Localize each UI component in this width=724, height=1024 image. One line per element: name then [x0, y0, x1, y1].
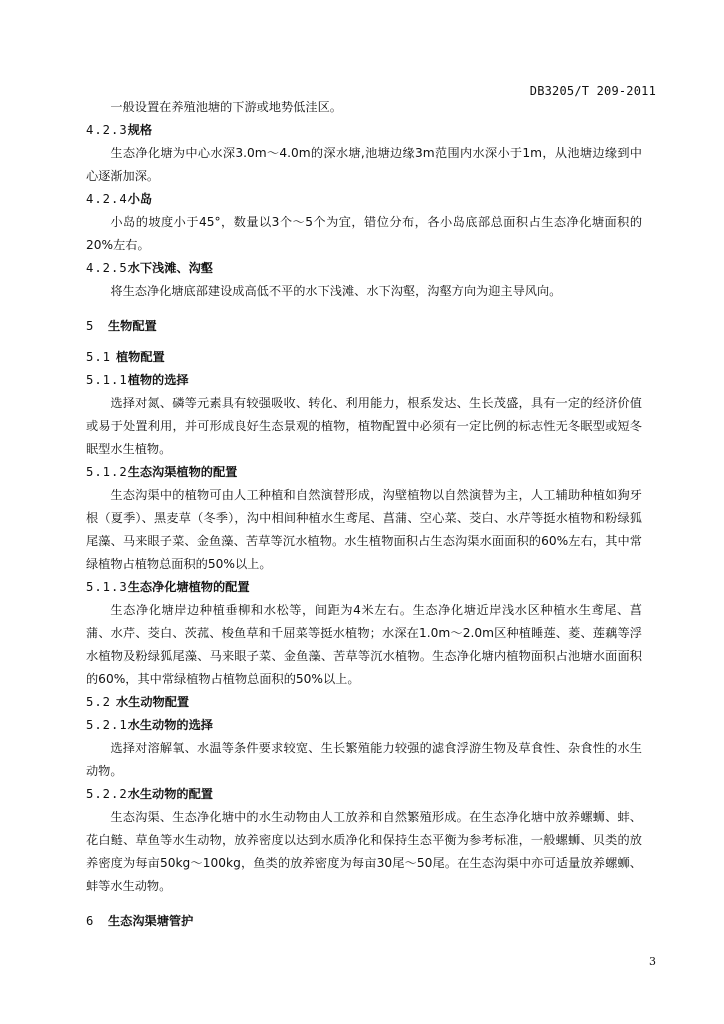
document-code-header: DB3205/T 209-2011 — [529, 84, 656, 98]
section-title: 生物配置 — [108, 319, 157, 333]
paragraph: 生态沟渠、生态净化塘中的水生动物由人工放养和自然繁殖形成。在生态净化塘中放养螺蛳、蚌、花白鲢、草鱼等水生动物，放养密度以达到水质净化和保持生态平衡为参考标准，一般螺蛳、贝类的放养密度为每亩50kg～100kg，鱼类的放养密度为每亩30尾～50尾。在生态沟渠中亦可适量放养螺蛳、蚌等水生动物。 — [86, 810, 642, 893]
section-number: 5.1 — [86, 350, 112, 364]
section-title: 水生动物的配置 — [127, 787, 213, 801]
paragraph: 生态净化塘岸边种植垂柳和水松等，间距为4米左右。生态净化塘近岸浅水区种植水生鸢尾、菖蒲、水芹、茭白、茨菰、梭鱼草和千屈菜等挺水植物；水深在1.0m～2.0m区种植睡莲、菱、莲藕等浮水植物及粉绿狐尾藻、马来眼子菜、金鱼藻、苦草等沉水植物。生态净化塘内植物面积占池塘水面面积的60%，其中常绿植物占植物总面积的50%以上。 — [86, 603, 642, 686]
section-heading — [86, 346, 642, 369]
paragraph: 小岛的坡度小于45°，数量以3个～5个为宜，错位分布，各小岛底部总面积占生态净化塘面积的20%左右。 — [86, 215, 642, 252]
document-body — [86, 96, 642, 941]
section-number: 5.1.3 — [86, 580, 128, 594]
page-number: 3 — [649, 955, 656, 968]
section-number: 5.1.1 — [86, 373, 128, 387]
section-number: 4.2.3 — [86, 123, 128, 137]
section-title: 水生动物的选择 — [127, 718, 213, 732]
section-number: 4.2.4 — [86, 192, 128, 206]
paragraph: 生态净化塘为中心水深3.0m～4.0m的深水塘,池塘边缘3m范围内水深小于1m，从池塘边缘到中心逐渐加深。 — [86, 146, 642, 183]
section-heading — [86, 315, 642, 338]
section-heading — [86, 576, 642, 599]
section-title: 生态净化塘植物的配置 — [127, 580, 250, 594]
paragraph: 选择对氮、磷等元素具有较强吸收、转化、利用能力，根系发达、生长茂盛，具有一定的经济价值或易于处置利用，并可形成良好生态景观的植物，植物配置中必须有一定比例的标志性无冬眠型或短冬眠型水生植物。 — [86, 396, 642, 456]
section-heading — [86, 910, 642, 933]
section-title: 规格 — [127, 123, 153, 137]
paragraph: 将生态净化塘底部建设成高低不平的水下浅滩、水下沟壑，沟壑方向为迎主导风向。 — [110, 284, 562, 298]
section-number: 5.2.2 — [86, 787, 128, 801]
section-heading — [86, 783, 642, 806]
section-title: 小岛 — [127, 192, 153, 206]
section-heading — [86, 714, 642, 737]
section-title: 生态沟渠植物的配置 — [127, 465, 238, 479]
section-title: 植物的选择 — [127, 373, 189, 387]
section-heading — [86, 119, 642, 142]
section-title: 植物配置 — [116, 350, 165, 364]
section-heading — [86, 188, 642, 211]
section-number: 6 — [86, 914, 95, 928]
section-heading — [86, 369, 642, 392]
section-number: 4.2.5 — [86, 261, 128, 275]
section-title: 水生动物配置 — [116, 695, 190, 709]
section-number: 5.1.2 — [86, 465, 128, 479]
section-number: 5.2.1 — [86, 718, 128, 732]
section-title: 水下浅滩、沟壑 — [127, 261, 213, 275]
section-number: 5.2 — [86, 695, 112, 709]
paragraph: 一般设置在养殖池塘的下游或地势低洼区。 — [110, 100, 342, 114]
section-number: 5 — [86, 319, 95, 333]
section-heading — [86, 461, 642, 484]
section-title: 生态沟渠塘管护 — [108, 914, 194, 928]
section-heading — [86, 257, 642, 280]
paragraph: 生态沟渠中的植物可由人工种植和自然演替形成，沟壁植物以自然演替为主，人工辅助种植如狗牙根（夏季）、黑麦草（冬季），沟中相间种植水生鸢尾、菖蒲、空心菜、茭白、水芹等挺水植物和粉绿狐尾藻、马来眼子菜、金鱼藻、苦草等沉水植物。水生植物面积占生态沟渠水面面积的60%左右，其中常绿植物占植物总面积的50%以上。 — [86, 488, 642, 571]
paragraph: 选择对溶解氧、水温等条件要求较宽、生长繁殖能力较强的滤食浮游生物及草食性、杂食性的水生动物。 — [86, 741, 642, 778]
section-heading — [86, 691, 642, 714]
